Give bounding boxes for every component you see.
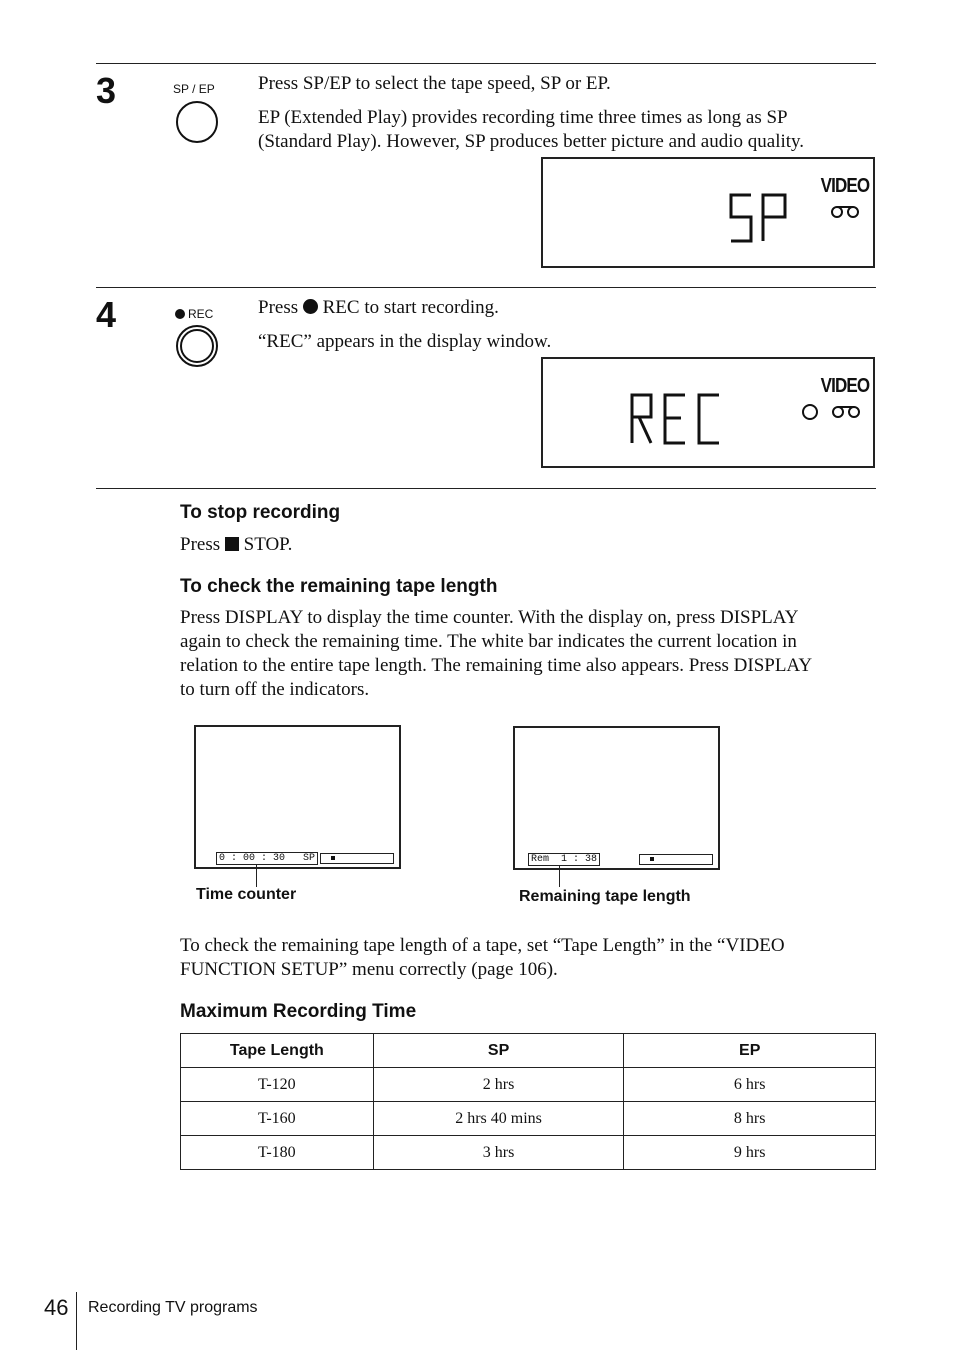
step4-instruction: [258, 296, 499, 320]
note-line: FUNCTION SETUP” menu correctly (page 106).: [180, 959, 558, 980]
note-line: To check the remaining tape length of a tape, set “Tape Length” in the “VIDEO: [180, 935, 785, 956]
tape-position-bar: [639, 854, 713, 865]
check-remaining-heading: To check the remaining tape length: [180, 576, 498, 597]
divider: [96, 287, 876, 288]
check-paragraph-line: again to check the remaining time. The white bar indicates the current location in: [180, 631, 797, 652]
stop-press-text: Press: [180, 534, 221, 555]
time-counter-readout: 0 : 00 : 30 SP: [216, 852, 318, 865]
tape-position-bar: [320, 853, 394, 864]
display-window-sp: [541, 157, 875, 268]
cassette-icon: [829, 205, 861, 219]
column-header: Tape Length: [181, 1034, 374, 1068]
page-number: 46: [44, 1295, 69, 1320]
sp-ep-button-label: SP / EP: [173, 82, 215, 96]
step4-description: “REC” appears in the display window.: [258, 331, 552, 352]
callout-line: [559, 865, 560, 887]
lcd-rec-segments: [629, 393, 723, 445]
remaining-caption: Remaining tape length: [519, 888, 691, 905]
lcd-sp-segments: [727, 193, 791, 245]
footer-divider: [76, 1292, 77, 1350]
table-cell: 3 hrs: [373, 1136, 624, 1170]
time-counter-caption: Time counter: [196, 886, 297, 903]
rec-button-icon: [176, 325, 218, 367]
step4-press-text: Press: [258, 297, 299, 318]
divider: [96, 488, 876, 489]
check-paragraph-line: Press DISPLAY to display the time counter. With the display on, press DISPLAY: [180, 607, 799, 628]
step-number: 3: [96, 70, 117, 111]
stop-recording-heading: To stop recording: [180, 502, 341, 523]
video-indicator: VIDEO: [820, 375, 869, 397]
column-header: EP: [624, 1034, 876, 1068]
step4-rec-text: REC to start recording.: [322, 297, 499, 318]
step3-instruction: Press SP/EP to select the tape speed, SP or EP.: [258, 73, 611, 94]
recording-time-table: [180, 1033, 876, 1170]
section-title: Recording TV programs: [88, 1299, 258, 1316]
stop-square-icon: [225, 537, 239, 551]
table-row: [181, 1068, 876, 1102]
max-recording-heading: Maximum Recording Time: [180, 1001, 417, 1022]
tv-screen-time-counter: [194, 725, 401, 869]
sp-ep-button-icon: [176, 101, 218, 143]
table-cell: 6 hrs: [624, 1068, 876, 1102]
check-paragraph-line: to turn off the indicators.: [180, 679, 370, 700]
table-cell: T-180: [181, 1136, 374, 1170]
table-header-row: [181, 1034, 876, 1068]
record-dot-icon: [303, 299, 318, 314]
column-header: SP: [373, 1034, 624, 1068]
display-window-rec: [541, 357, 875, 468]
tv-screen-remaining: [513, 726, 720, 870]
divider: [96, 63, 876, 64]
table-row: [181, 1102, 876, 1136]
record-dot-icon: [175, 309, 185, 319]
table-cell: T-120: [181, 1068, 374, 1102]
stop-instruction: [180, 533, 292, 557]
table-cell: T-160: [181, 1102, 374, 1136]
video-indicator: VIDEO: [820, 175, 869, 197]
step3-description-line2: (Standard Play). However, SP produces better picture and audio quality.: [258, 131, 805, 152]
remaining-time-readout: Rem 1 : 38: [528, 853, 600, 866]
stop-text: STOP.: [243, 534, 293, 555]
step-number: 4: [96, 294, 117, 335]
table-row: [181, 1136, 876, 1170]
rec-button-label: REC: [188, 307, 214, 321]
table-cell: 9 hrs: [624, 1136, 876, 1170]
step3-description-line1: EP (Extended Play) provides recording time three times as long as SP: [258, 107, 788, 128]
table-cell: 2 hrs: [373, 1068, 624, 1102]
table-cell: 8 hrs: [624, 1102, 876, 1136]
callout-line: [256, 865, 257, 887]
table-cell: 2 hrs 40 mins: [373, 1102, 624, 1136]
record-cassette-icons: [801, 403, 863, 421]
check-paragraph-line: relation to the entire tape length. The remaining time also appears. Press DISPLAY: [180, 655, 813, 676]
